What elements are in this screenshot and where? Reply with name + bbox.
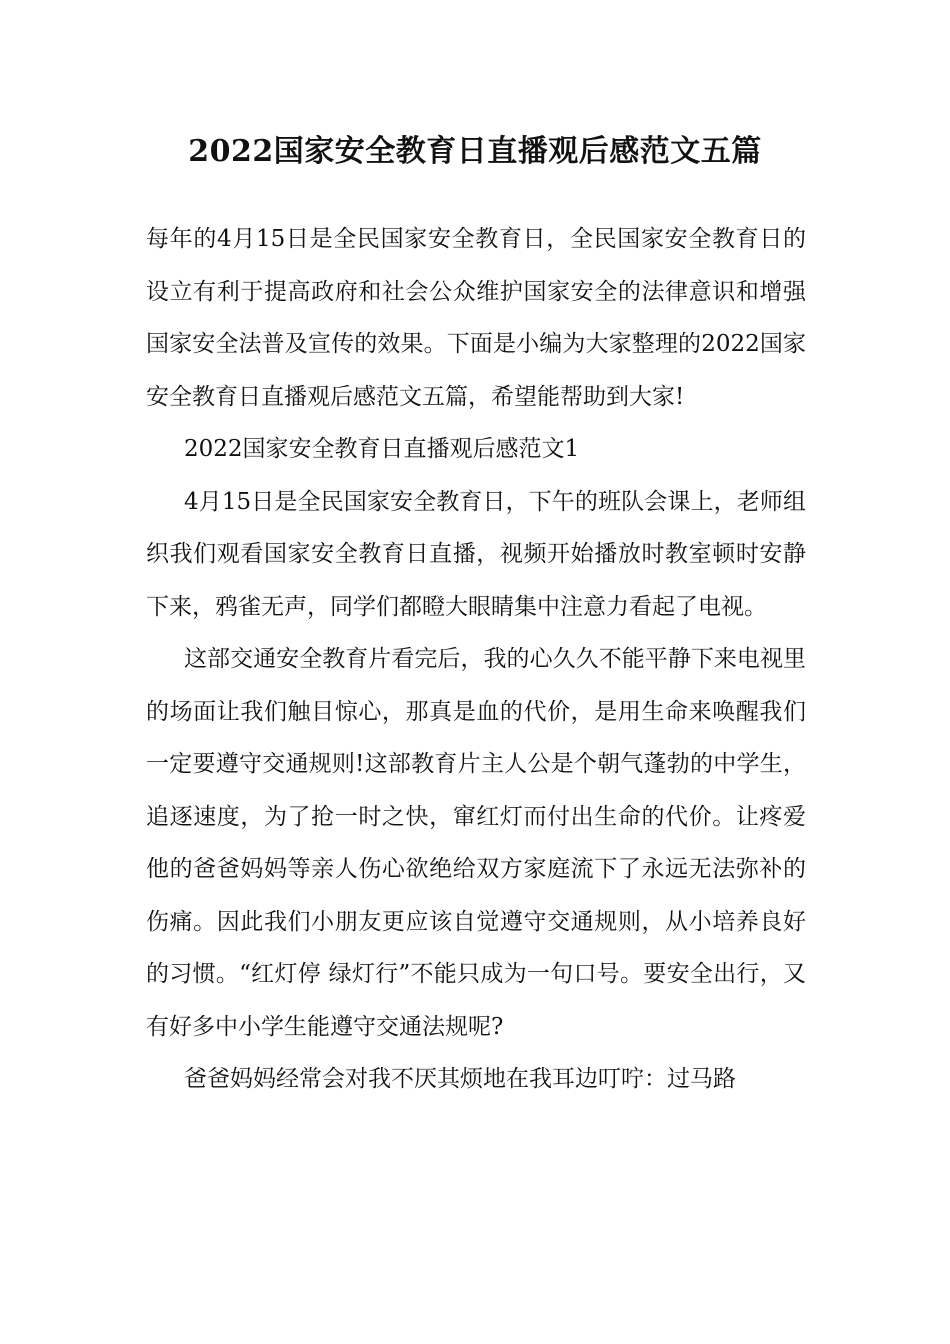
body-paragraph: 4月15日是全民国家安全教育日，下午的班队会课上，老师组织我们观看国家安全教育日直播，视频开始播放时教室顿时安静下来，鸦雀无声，同学们都瞪大眼睛集中注意力看起了电视。 <box>146 488 806 620</box>
document-body <box>146 213 806 1106</box>
body-paragraph: 爸爸妈妈经常会对我不厌其烦地在我耳边叮咛：过马路 <box>184 1066 736 1092</box>
body-paragraph: 这部交通安全教育片看完后，我的心久久不能平静下来电视里的场面让我们触目惊心，那真是血的代价，是用生命来唤醒我们一定要遵守交通规则!这部教育片主人公是个朝气蓬勃的中学生，追逐速度，为了抢一时之快，窜红灯而付出生命的代价。让疼爱他的爸爸妈妈等亲人伤心欲绝给双方家庭流下了永远无法弥补的伤痛。因此我们小朋友更应该自觉遵守交通规则，从小培养良好的习惯。“红灯停 绿灯行”不能只成为一句口号。要安全出行，又有好多中小学生能遵守交通法规呢? <box>146 646 806 1040</box>
section-heading: 2022国家安全教育日直播观后感范文1 <box>184 436 580 462</box>
intro-paragraph: 每年的4月15日是全民国家安全教育日，全民国家安全教育日的设立有利于提高政府和社会公众维护国家安全的法律意识和增强国家安全法普及宣传的效果。下面是小编为大家整理的2022国家安全教育日直播观后感范文五篇，希望能帮助到大家! <box>146 226 806 410</box>
document-title: 2022国家安全教育日直播观后感范文五篇 <box>188 134 762 169</box>
